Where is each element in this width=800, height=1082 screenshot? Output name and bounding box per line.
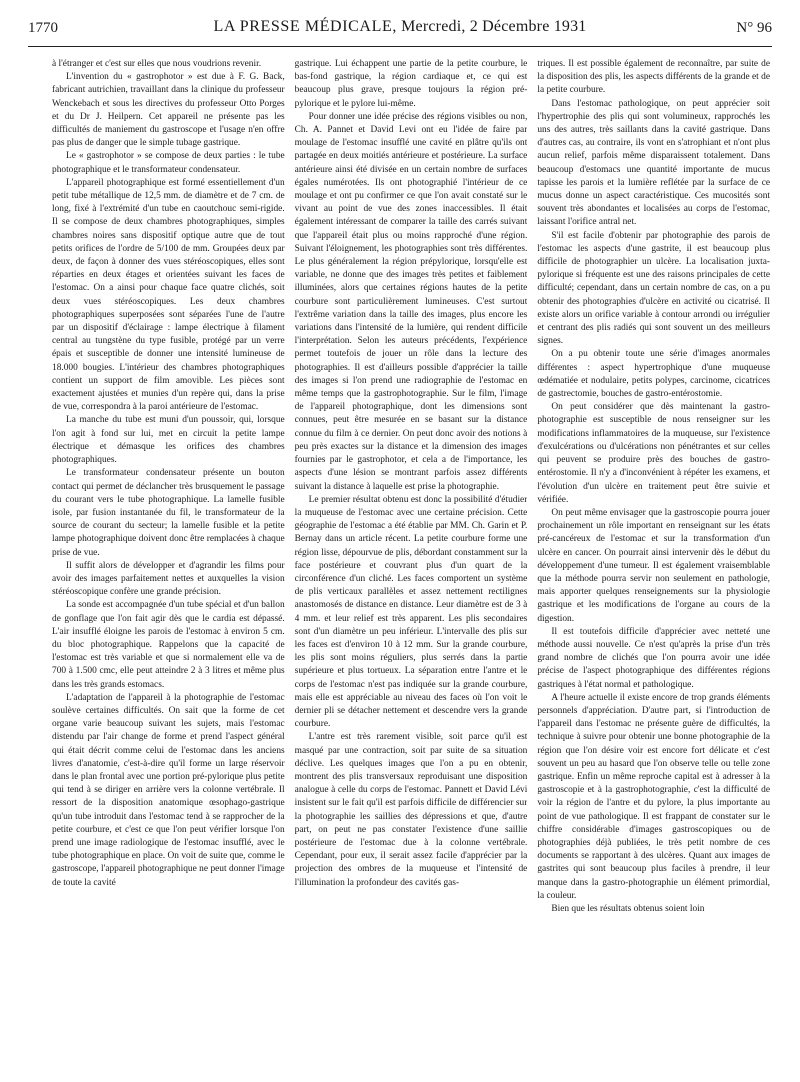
paragraph: Pour donner une idée précise des régions visibles ou non, Ch. A. Pannet et David Levi ont eu l'idée de faire par moulage de l'estomac insufflé une cavité en plâtre qu'ils ont partagée en deux moitiés antérieure et postérieure. La surface antérieure ainsi été divisée en un certain nombre de surfaces égales numérotées. Ils ont photographié l'intérieur de ce moulage et ont pu confirmer ce que l'on avait constaté sur le vivant au point de vue des zones inaccessibles. Il était également intéressant de comparer la taille des carrés suivant que l'appareil était plus ou moins rapproché d'une région. Suivant l'éloignement, les photographies sont très différentes. Le plus généralement la région prépylorique, lorsqu'elle est variable, ne donne que des images très petites et faiblement illuminées, alors que certaines régions hautes de la petite courbure sont particulièrement lumineuses. C'est surtout l'extrême variation dans la taille des images, plus encore les variations dans l'intensité de la lumière, qui rendent difficile l'interprétation. Selon les auteurs précédents, l'expérience permet toutefois de jouer un rôle dans la lecture des photographies. Il est d'ailleurs possible d'apprécier la taille des images si l'on prend une radiographie de l'estomac en même temps que la gastrophotographie. Sur le film, l'image de l'appareil photographique, dont les dimensions sont connues, peut être mesurée en se basant sur la distance connue du film à ce dernier. On peut donc avoir des notions à peu près exactes sur la distance et la dimension des images fournies par le gastrophotor, et cela a de l'importance, les aspects d'une lésion se montrant parfois assez différents suivant la distance à laquelle est prise la photographie. [294,111,528,492]
paragraph: L'antre est très rarement visible, soit parce qu'il est masqué par une contraction, soit par suite de sa situation déclive. Les quelques images que l'on a pu en obtenir, montrent des plis transversaux reproduisant une disposition analogue à celle du corps de l'estomac. Pannett et David Lévi insistent sur le fait qu'il est parfois difficile de différencier sur la photographie les saillies des dépressions et que, d'autre part, on peut ne pas constater l'existence d'une saillie postérieure de l'estomac due à la colonne vertébrale. Cependant, pour eux, il serait assez facile d'apprécier par la projection des ombres de la muqueuse et l'intensité de l'illumination la profondeur des cavités gas- [294,732,528,888]
issue-number: N° 96 [736,20,772,36]
paragraph: On peut même envisager que la gastroscopie pourra jouer prochainement un rôle important en renseignant sur les états pré-cancéreux de l'estomac et sur la transformation d'un ulcère en cancer. On pourrait ainsi intervenir dès le début du développement d'une tumeur. Il est également vraisemblable que la méthode pourra servir non seulement en pathologie, mais apporter quelques renseignements sur la physiologie gastrique et les modifications de l'organe au cours de la digestion. [537,507,771,624]
paragraph: La sonde est accompagnée d'un tube spécial et d'un ballon de gonflage que l'on fait agir dès que le cardia est dépassé. L'air insufflé éloigne les parois de l'estomac à environ 5 cm. du bloc photographique. Rappelons que la capacité de l'estomac est très variable et que si normalement elle va de 700 à 1.500 cmc, elle peut atteindre 2 à 3 litres et même plus dans les très grands estomacs. [52,600,285,690]
column-right [537,58,770,1068]
journal-title: LA PRESSE MÉDICALE, [213,18,397,35]
paragraph: L'adaptation de l'appareil à la photographie de l'estomac soulève certaines difficultés. On sait que la forme de cet organe varie beaucoup suivant les sujets, mais l'estomac distendu par l'air change de forme et prend l'aspect général qui était décrit comme celui de l'estomac dans les anciens livres d'anatomie, c'est-à-dire qu'il forme un large réservoir dans le plan frontal avec une portion pré-pylorique plus petite qui tend à se diriger en arrière vers la colonne vertébrale. Il ressort de la disposition anatomique œsophago-gastrique qu'un tube introduit dans l'estomac tend à se rapprocher de la petite courbure, et c'est ce que l'on peut vérifier lorsque l'on prend une image radiologique de l'estomac insufflé, avec le tube photographique en place. On voit de suite que, comme le gastroscope, l'appareil photographique ne peut donner l'image de toute la cavité [52,692,285,888]
paragraph: Le transformateur condensateur présente un bouton contact qui permet de déclancher très brusquement le passage du courant vers le tube photographique. La lamelle fusible isole, par fusion instantanée du fil, le transformateur de la source de courant du secteur; la lamelle fusible et la petite lampe photographique doivent donc être remplacées à chaque prise de vue. [52,468,285,558]
paragraph: Dans l'estomac pathologique, on peut apprécier soit l'hypertrophie des plis qui sont volumineux, rapprochés les uns des autres, très saillants dans la cavité gastrique. Dans d'autres cas, au contraire, ils vont en s'atrophiant et n'ont plus aucun relief, parfois même disparaissent totalement. Dans beaucoup d'estomacs une quantité importante de mucus tapisse les parois et la lumière reflétée par la surface de ce mucus donne un aspect caractéristique. Ces mucosités sont souvent très abondantes et localisées au corps de l'estomac, laissant l'orifice antral net. [537,98,771,228]
column-middle [295,58,528,1068]
paragraph: On a pu obtenir toute une série d'images anormales différentes : aspect hypertrophique d'une muqueuse œdématiée et nodulaire, petits polypes, carcinome, cicatrices de gastrectomie, bouches de gastro-entérostomie. [537,349,771,400]
paragraph: L'invention du « gastrophotor » est due à F. G. Back, fabricant autrichien, travaillant dans la clinique du professeur Wenckebach et sous les directives du professeur Otto Porges et du Dr J. Heilpern. Cet appareil ne présente pas les difficultés de maniement du gastroscope et l'usage n'en offre pas plus de danger que le simple tubage gastrique. [52,72,285,149]
paragraph: à l'étranger et c'est sur elles que nous voudrions revenir. [52,59,262,69]
paragraph: Le « gastrophotor » se compose de deux parties : le tube photographique et le transformateur condensateur. [52,151,285,175]
paragraph: Bien que les résultats obtenus soient loin [551,904,705,914]
paragraph: Il suffit alors de développer et d'agrandir les films pour avoir des images parfaitement nettes et auxquelles la vision stéréoscopique confère une grande précision. [52,560,285,598]
page-number: 1770 [28,20,58,36]
paragraph: Il est toutefois difficile d'apprécier avec netteté une méthode aussi nouvelle. Ce n'est qu'après la prise d'un très grand nombre de clichés que l'on pourra avoir une idée précise de l'aspect photographique des différentes régions gastriques à l'état normal et pathologique. [537,626,771,690]
paragraph: S'il est facile d'obtenir par photographie des parois de l'estomac les aspects d'une gastrite, il est beaucoup plus difficile de photographier un ulcère. La localisation juxta-pylorique si fréquente est une des raisons principales de cette difficulté; cependant, dans un certain nombre de cas, on a pu obtenir des photographies d'ulcère en activité ou cicatrisé. Il existe alors un orifice variable à contour arrondi ou irrégulier et centrant des plis radiés qui sont souvent un des meilleurs signes. [537,230,771,347]
paragraph: L'appareil photographique est formé essentiellement d'un petit tube métallique de 12,5 mm. de diamètre et de 7 cm. de long, fixé à l'extrémité d'un tube en caoutchouc semi-rigide. Il se compose de deux chambres photographiques, simples chambres noires sans dispositif optique autre que de tout petits orifices de l'ordre de 5/100 de mm. Groupées deux par deux, de façon à donner des vues stéréoscopiques, elles sont réparties en deux étages et orientées suivant les faces de l'estomac. On a ainsi pour chaque face quatre clichés, soit deux vues stéréoscopiques. Les deux chambres photographiques superposées sont séparées l'une de l'autre par un dispositif d'éclairage : lampe électrique à filament central au tungstène du type fusible, protégé par un verre épais et susceptible de donner une intensité lumineuse de 18.000 bougies. L'intérieur des chambres photographiques contient un support de film amovible. Les pièces sont exactement ajustées et munies d'un repère qui, dans la prise de vue, correspondra à la paroi antérieure de l'estomac. [52,177,285,413]
paragraph: Le premier résultat obtenu est donc la possibilité d'étudier la muqueuse de l'estomac avec une certaine précision. Cette géographie de l'estomac a été établie par MM. Ch. Garin et P. Bernay dans un article récent. La petite courbure forme une région lisse, dépourvue de plis, débordant constamment sur la face postérieure et couvrant plus d'un quart de la circonférence d'un cliché. Les faces comportent un système de plis verticaux parallèles et assez nettement rectilignes anastomosés de distance en distance. Leur diamètre est de 3 à 4 mm. et leur relief est très apparent. Les plis secondaires sont d'un diamètre un peu inférieur. L'intervalle des plis sur les faces est d'environ 10 à 12 mm. Sur la grande courbure, les plis sont moins réguliers, plus serrés dans la partie supérieure et plus tortueux. La séparation entre l'antre et le corps de l'estomac n'est pas indiquée sur la grande courbure, mais elle est appréciable au niveau des faces où l'on voit le dernier pli se détacher nettement et descendre vers la grande courbure. [294,494,528,730]
column-left [52,58,285,1068]
header-title [28,18,772,36]
article-columns [52,58,770,1068]
paragraph: triques. Il est possible également de reconnaître, par suite de la disposition des plis, les aspects différents de la grande et de la petite courbure. [537,59,771,96]
page-header [28,16,772,47]
paragraph: On peut considérer que dès maintenant la gastro-photographie est susceptible de nous renseigner sur les modifications inflammatoires de la muqueuse, sur l'existence d'exulcérations ou d'ulcérations non pénétrantes et sur celles qui peuvent se produire près des bouches de gastro-entérostomie. Il n'y a d'inconvénient à répéter les examens, et l'évolution d'un ulcère en traitement peut être suivie et vérifiée. [537,402,771,505]
issue-date: Mercredi, 2 Décembre 1931 [401,18,587,35]
paragraph: La manche du tube est muni d'un poussoir, qui, lorsque l'on agit à fond sur lui, met en circuit la petite lampe électrique et démasque les orifices des chambres photographiques. [52,415,285,466]
paragraph: A l'heure actuelle il existe encore de trop grands éléments personnels d'appréciation. D'autre part, si l'introduction de l'appareil dans l'estomac ne présente guère de difficultés, la technique à suivre pour obtenir une bonne photographie de la région que l'on désire voir est encore fort délicate et c'est souvent un peu au hasard que l'on observe telle ou telle zone gastrique. Enfin un même reproche capital est à adresser à la gastroscopie et à la gastrophotographie, c'est la difficulté de voir la région de l'antre et du pylore, la plus importante au point de vue pathologique. Il est frappant de constater sur le chiffre considérable d'images gastroscopiques ou de photographies déjà publiées, le très petit nombre de ces documents se rapportant à des ulcères. Quant aux images de gastrites qui sont beaucoup plus faciles à prendre, il leur manque dans la gastro-photographie un élément primordial, la couleur. [537,692,771,901]
paragraph: gastrique. Lui échappent une partie de la petite courbure, le bas-fond gastrique, la région cardiaque et, ce qui est beaucoup plus grave, presque toujours la région pré-pylorique et le pylore lui-même. [294,59,528,109]
